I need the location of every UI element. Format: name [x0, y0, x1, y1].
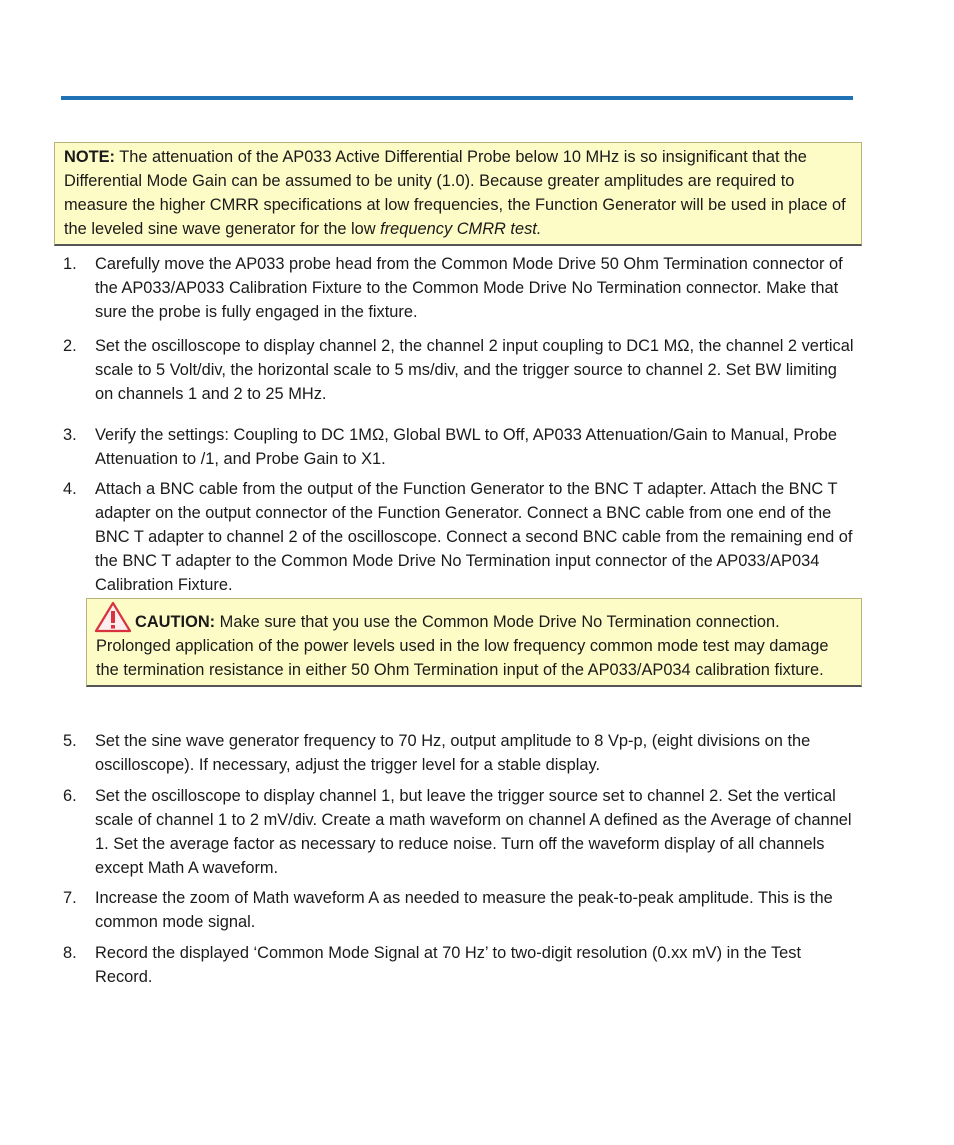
caution-text: Make sure that you use the Common Mode Drive No Termination connection. Prolonged application of the power levels used in the low frequency common mode test may damage the termination resistance in either 50 Ohm Termination input of the AP033/AP034 calibration fixture. [96, 613, 829, 679]
step-number: 5. [63, 732, 77, 750]
step-number: 7. [63, 889, 77, 907]
step-text: Record the displayed ‘Common Mode Signal at 70 Hz’ to two-digit resolution (0.xx mV) in the Test Record. [95, 944, 802, 986]
note-box [54, 142, 862, 246]
step-text: Increase the zoom of Math waveform A as needed to measure the peak-to-peak amplitude. This is the common mode signal. [95, 889, 833, 931]
step-number: 4. [63, 480, 77, 498]
step-text: Set the oscilloscope to display channel 1, but leave the trigger source set to channel 2. Set the vertical scale of channel 1 to 2 mV/div. Create a math waveform on channel A defined as the Average of channel 1. Set the average factor as necessary to reduce noise. Turn off the waveform display of all channels except Math A waveform. [95, 787, 852, 877]
note-text: The attenuation of the AP033 Active Differential Probe below 10 MHz is so insignificant that the Differential Mode Gain can be assumed to be unity (1.0). Because greater amplitudes are required to measure the higher CMRR specifications at low frequencies, the Function Generator will be used in place of the leveled sine wave generator for the low [64, 148, 846, 238]
step-text: Verify the settings: Coupling to DC 1MΩ, Global BWL to Off, AP033 Attenuation/Gain to Manual, Probe Attenuation to /1, and Probe Gain to X1. [95, 426, 838, 468]
step-number: 8. [63, 944, 77, 962]
header-rule [61, 96, 853, 100]
warning-triangle-icon [94, 601, 132, 633]
note-label: NOTE: [64, 148, 115, 166]
caution-label: CAUTION: [135, 613, 216, 631]
step-text: Set the oscilloscope to display channel 2, the channel 2 input coupling to DC1 MΩ, the channel 2 vertical scale to 5 Volt/div, the horizontal scale to 5 ms/div, and the trigger source to channel 2. Set BW limiting on channels 1 and 2 to 25 MHz. [95, 337, 854, 403]
caution-box [86, 598, 862, 687]
step-number: 1. [63, 255, 77, 273]
step-text: Set the sine wave generator frequency to 70 Hz, output amplitude to 8 Vp-p, (eight divisions on the oscilloscope). If necessary, adjust the trigger level for a stable display. [95, 732, 811, 774]
note-text-italic: frequency CMRR test. [380, 220, 542, 238]
step-number: 2. [63, 337, 77, 355]
step-text: Attach a BNC cable from the output of the Function Generator to the BNC T adapter. Attach the BNC T adapter on the output connector of the Function Generator. Connect a BNC cable from one end of the BNC T adapter to channel 2 of the oscilloscope. Connect a second BNC cable from the remaining end of the BNC T adapter to the Common Mode Drive No Termination input connector of the AP033/AP034 Calibration Fixture. [95, 480, 853, 594]
step-text: Carefully move the AP033 probe head from the Common Mode Drive 50 Ohm Termination connector of the AP033/AP033 Calibration Fixture to the Common Mode Drive No Termination connector. Make that sure the probe is fully engaged in the fixture. [95, 255, 843, 321]
step-number: 6. [63, 787, 77, 805]
step-number: 3. [63, 426, 77, 444]
